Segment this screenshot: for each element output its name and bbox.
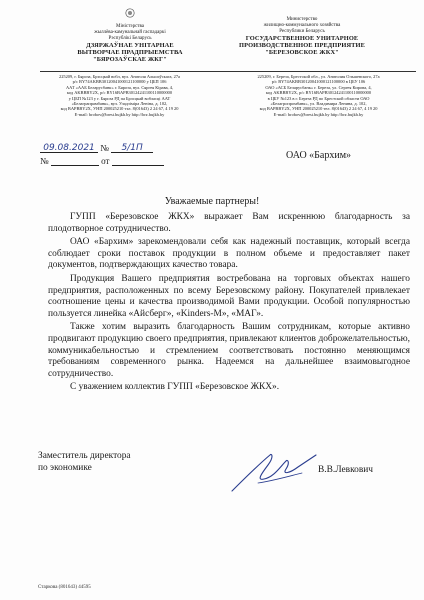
addressee: ОАО «Бархим» [286, 150, 352, 161]
address-left-line: код BAPBBY2X, УНП 200025210 тэл. 8(01643) 2 24 67, 4 19 20 [60, 106, 179, 112]
address-left-line: E-mail: brobov@brest.bujkh.by http://brz.bujkh.by [74, 111, 165, 117]
reference-incoming-date-field [112, 155, 164, 166]
handwritten-signature [228, 447, 320, 497]
letterhead-right-org-1: ГОСУДАРСТВЕННОЕ УНИТАРНОЕ [245, 35, 359, 42]
body-paragraph: С уважением коллектив ГУПП «Березовское ЖКХ». [70, 382, 280, 393]
body-paragraph: ОАО «Бархим» зарекомендовали себя как надежный поставщик, который всегда соблюдает сроки поставок продукции в полном объеме и предоставляет пакет документов, подтверждающих качество товара. [48, 237, 410, 271]
letterhead-left-ministry-2: жыллёва-камунальнай гаспадаркі [94, 30, 166, 35]
reference-incoming-number-label: № [40, 156, 49, 166]
signatory-position-line-1: Заместитель директора [38, 451, 131, 461]
letterhead-left-org-3: "БЯРОЗАЎСКАЕ ЖКГ" [93, 56, 167, 63]
address-right-line: ОАО «АСБ Беларусбанк» г. Береза, ул. Сергея Кирова, 4, [265, 84, 372, 90]
address-left-line: 225209, г. Бяроза, Брэсцкай вобл, вул. Анатоля Альшэўскага, 27а [59, 74, 180, 79]
address-right-line: 225209, г. Береза, Брестской обл., ул. Анатолия Ольшевского, 27а [257, 74, 380, 79]
address-right-line: код AKBBBY2X, р/с BY16BAPB30124241100110000000 [265, 90, 372, 96]
address-right-line: «Белагропромбанк», ул. Владимира Ленина, д. 102, [270, 101, 367, 107]
reference-row-outgoing [40, 142, 153, 153]
reference-incoming-number-field [51, 155, 99, 166]
signatory-name: В.В.Левкович [318, 465, 373, 475]
address-right-line: в ЦБУ №123 в г. Береза РД по Брестской области ОАО [267, 95, 370, 101]
letterhead-divider [40, 71, 416, 72]
reference-date: 09.08.2021 [43, 143, 95, 153]
letterhead-left-ministry-1: Міністэрства [116, 24, 144, 29]
emblem-icon [125, 8, 135, 18]
body-paragraph: Продукция Вашего предприятия востребована на торговых объектах нашего предприятия, расположенных по всему Березовскому району. Покупателей привлекает соотношение цены и качества производимой Вами продукции. Особой популярностью пользуется линейка «Айсберг», «Kinders-M», «МАГ». [48, 273, 410, 319]
address-left-line: ААТ «ААБ Беларусбанк» г. Бяроза, вул. Сяргея Кірава, 4, [65, 84, 174, 90]
letterhead-left-org-2: ВЫТВОРЧАЕ ПРАДПРЫЕМСТВА [77, 49, 183, 56]
address-left-line: «Белаграпрамбанк», вул. Уладзіміра Леніна, д. 102, [71, 101, 168, 107]
letterhead-right-org-3: "БЕРЕЗОВСКОЕ ЖКХ" [265, 49, 339, 56]
greeting: Уважаемые партнеры! [164, 196, 260, 207]
executor-footnote: Старкова (801643) 44595 [38, 585, 91, 590]
body-paragraph: ГУПП «Березовское ЖКХ» выражает Вам искреннюю благодарность за плодотворное сотрудничество. [48, 212, 410, 234]
reference-number-field [111, 142, 153, 153]
reference-date-field [40, 142, 98, 153]
letter-body [48, 212, 410, 396]
body-paragraph: Также хотим выразить благодарность Вашим сотрудникам, которые активно продвигают продукцию своего предприятия, привлекают клиентов доброжелательностью, коммуникабельностью и стремлением соответствовать постоянно меняющимся требованиям современного рынка. Надеемся на дальнейшее взаимовыгодное сотрудничество. [48, 322, 410, 379]
address-left-line: у ЦБП №123 у г. Бяроза РД па Брэсцкай вобласці ААТ [68, 95, 171, 101]
address-right-line: код BAPBBY2X, УНП 200025210 тел. 8(01643) 2 24 67, 4 19 20 [259, 106, 378, 112]
letterhead-right-ministry-1: Министерство [286, 17, 318, 22]
letterhead-left-ministry-3: Рэспублікі Беларусь [108, 36, 152, 41]
address-left-line: код AKBBBY2X, р/с BY16BAPB30124241100110000000 [66, 90, 173, 96]
reference-row-incoming [40, 155, 164, 166]
letterhead-right [212, 6, 392, 56]
letterhead-left [40, 6, 220, 63]
reference-number: 5/1П [121, 143, 143, 153]
address-block-right [226, 74, 411, 117]
letterhead-left-org-1: ДЗЯРЖАЎНАЕ УНІТАРНАЕ [86, 42, 174, 49]
letterhead-right-ministry-3: Республики Беларусь [279, 29, 325, 34]
address-block-left [27, 74, 212, 117]
reference-number-label: № [100, 143, 109, 153]
signatory-position [38, 450, 131, 474]
address-right-line: E-mail: brobov@brest.bujkh.by http://brz.bujkh.by [273, 111, 364, 117]
reference-incoming-from-label: от [101, 156, 110, 166]
letterhead-right-org-2: ПРОИЗВОДСТВЕННОЕ ПРЕДПРИЯТИЕ [239, 42, 365, 49]
signatory-position-line-2: по экономике [38, 463, 92, 473]
letterhead-right-ministry-2: жилищно-коммунального хозяйства [263, 23, 341, 28]
address-left-line: р/с BY74AKBB30120041000121100000 у ЦБП 106 [72, 79, 167, 85]
address-right-line: р/с BY74AKBB30120041000121100000 в ЦБУ 106 [271, 79, 366, 85]
